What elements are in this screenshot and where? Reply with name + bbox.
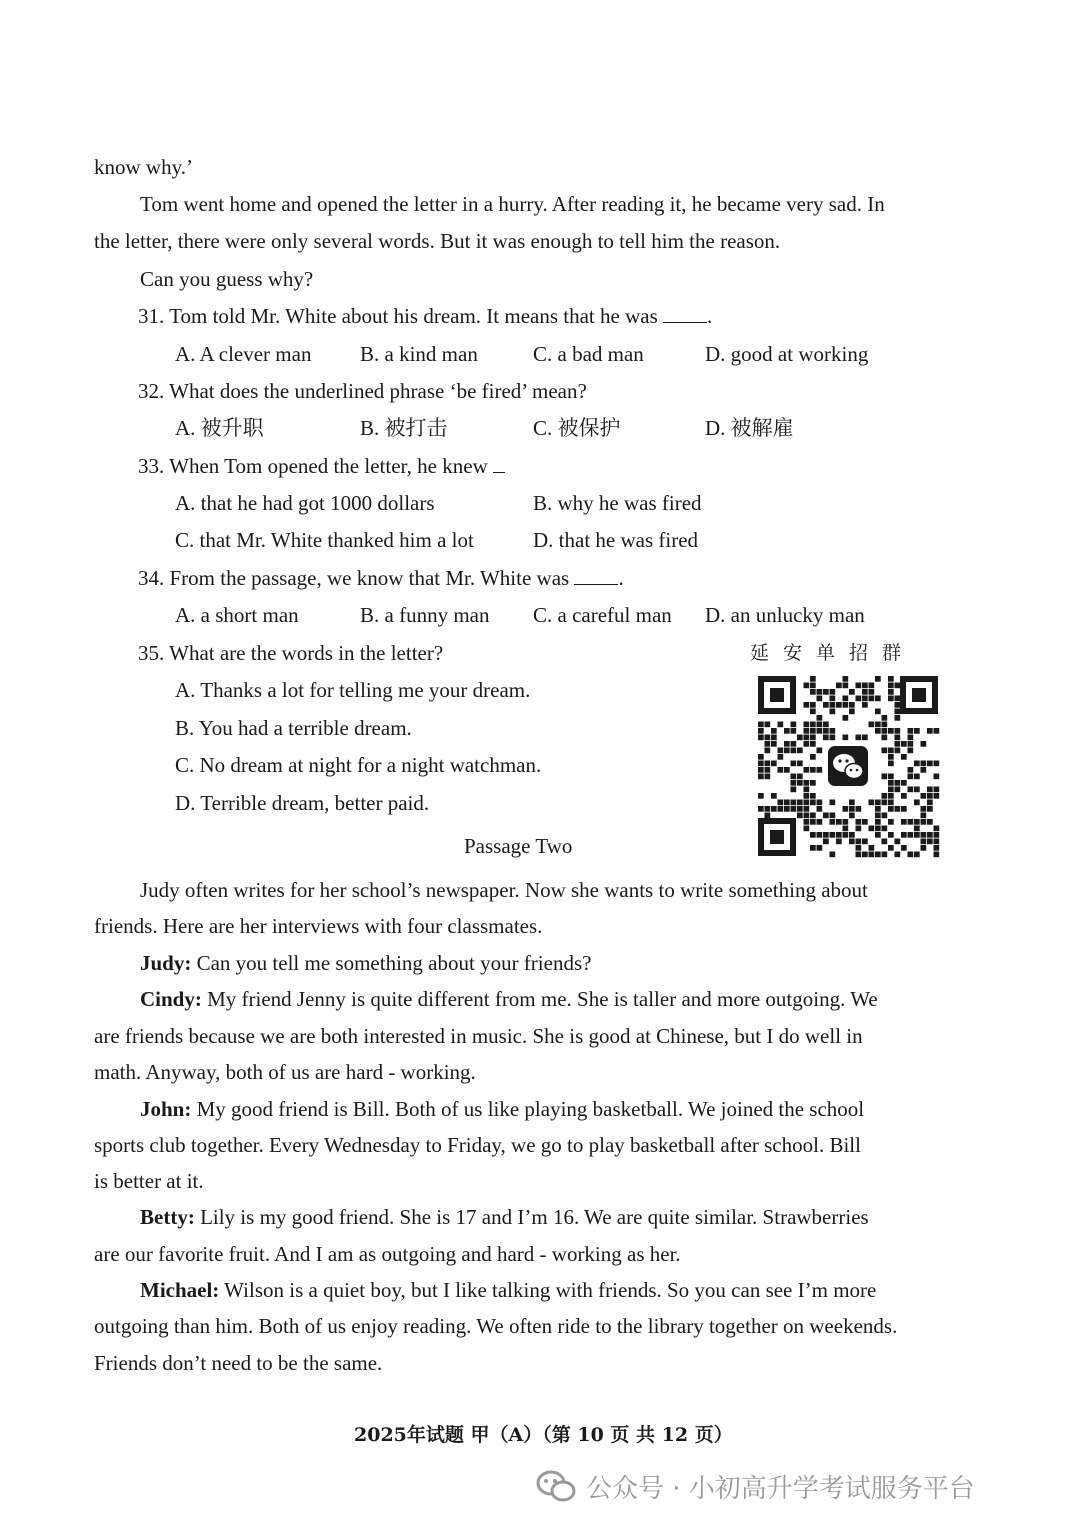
answer-blank [493,454,505,473]
interview-michael: Michael: Wilson is a quiet boy, but I like talking with friends. So you can see I’m more [140,1278,877,1302]
watermark [536,1466,975,1506]
option-c: C. No dream at night for a night watchman. [175,753,542,777]
question-34-stem: 34. From the passage, we know that Mr. White was . [138,566,624,590]
passage-text: Can you guess why? [140,267,314,291]
page-footer: 2025年试题 甲（A）（第 10 页 共 12 页） [354,1424,733,1446]
question-33-stem: 33. When Tom opened the letter, he knew [138,453,505,479]
passage-text: the letter, there were only several words. But it was enough to tell him the reason. [94,229,781,253]
speaker-name: Judy: [140,951,192,975]
option-b: B. a funny man [360,603,490,627]
option-d: D. good at working [705,342,869,366]
interview-john: John: My good friend is Bill. Both of us like playing basketball. We joined the school [140,1097,865,1121]
option-b: B. a kind man [360,342,478,366]
passage-text: Tom went home and opened the letter in a hurry. After reading it, he became very sad. In [140,192,885,216]
option-a: A. A clever man [175,342,312,366]
option-c: C. a careful man [533,603,672,627]
interview-cindy: Cindy: My friend Jenny is quite different from me. She is taller and more outgoing. We [140,987,878,1011]
answer-blank [574,566,618,585]
passage-text: sports club together. Every Wednesday to Friday, we go to play basketball after school. Bill [94,1133,861,1157]
interview-betty: Betty: Lily is my good friend. She is 17 and I’m 16. We are quite similar. Strawberries [140,1205,869,1229]
option-c: C. that Mr. White thanked him a lot [175,528,474,552]
passage-text: is better at it. [94,1169,204,1193]
option-d: D. Terrible dream, better paid. [175,791,430,815]
passage-text: are our favorite fruit. And I am as outgoing and hard - working as her. [94,1242,681,1266]
option-a: A. Thanks a lot for telling me your dream. [175,678,531,702]
interview-judy: Judy: Can you tell me something about your friends? [140,951,592,975]
option-a: A. 被升职 [175,416,264,440]
option-c: C. a bad man [533,342,644,366]
qr-caption: 延安单招群 [750,642,916,664]
speaker-name: Michael: [140,1278,220,1302]
passage-two-title: Passage Two [464,834,573,858]
question-32-stem: 32. What does the underlined phrase ‘be fired’ mean? [138,379,587,403]
passage-text: friends. Here are her interviews with four classmates. [94,914,543,938]
speaker-name: Betty: [140,1205,195,1229]
option-c: C. 被保护 [533,416,621,440]
question-35-stem: 35. What are the words in the letter? [138,641,444,665]
qr-code[interactable] [756,674,940,858]
question-31-stem: 31. Tom told Mr. White about his dream. It means that he was . [138,304,713,328]
option-d: D. that he was fired [533,528,699,552]
option-b: B. 被打击 [360,416,448,440]
speaker-name: Cindy: [140,987,202,1011]
watermark-text: 公众号 · 小初高升学考试服务平台 [586,1473,975,1504]
passage-text: Judy often writes for her school’s newspaper. Now she wants to write something about [140,878,868,902]
option-b: B. You had a terrible dream. [175,716,412,740]
option-a: A. a short man [175,603,299,627]
option-a: A. that he had got 1000 dollars [175,491,435,515]
option-d: D. 被解雇 [705,416,794,440]
passage-text: Friends don’t need to be the same. [94,1351,383,1375]
wechat-icon [828,746,868,786]
option-d: D. an unlucky man [705,603,865,627]
passage-text: are friends because we are both interested in music. She is good at Chinese, but I do well in [94,1024,863,1048]
option-b: B. why he was fired [533,491,702,515]
passage-text: know why.’ [94,155,193,179]
speaker-name: John: [140,1097,192,1121]
passage-text: outgoing than him. Both of us enjoy reading. We often ride to the library together on weekends. [94,1314,898,1338]
answer-blank [663,304,707,323]
wechat-official-account-icon [536,1469,576,1503]
passage-text: math. Anyway, both of us are hard - working. [94,1060,476,1084]
